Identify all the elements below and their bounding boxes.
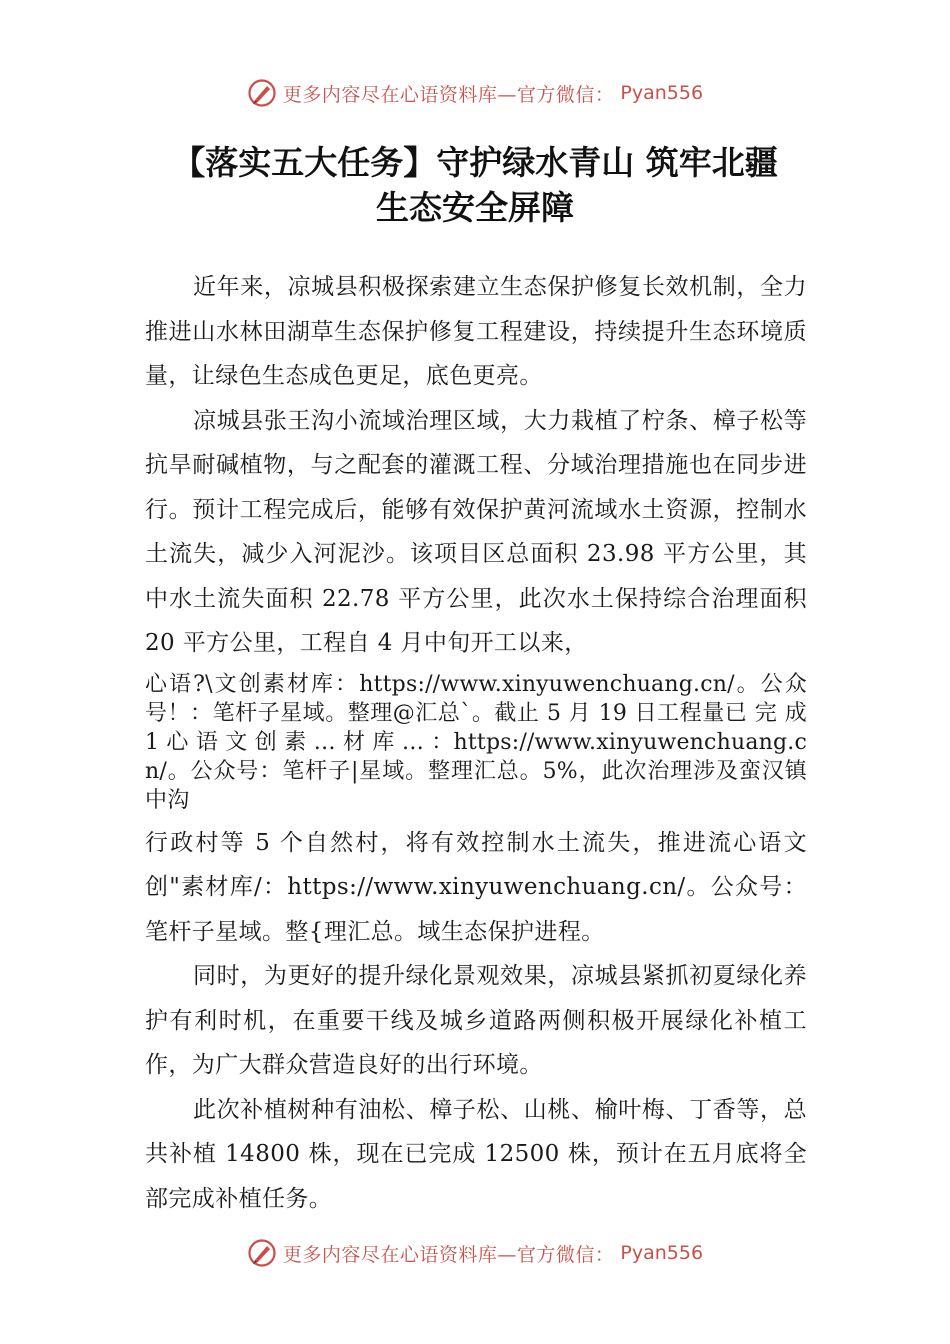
watermark-wechat-id: Pyan556 [620, 1242, 704, 1264]
pen-logo-icon [247, 78, 277, 108]
pen-logo-icon [247, 1238, 277, 1268]
watermark-text: 更多内容尽在心语资料库—官方微信： [282, 1243, 615, 1266]
header-watermark [0, 73, 950, 113]
title-line-1: 【落实五大任务】守护绿水青山 筑牢北疆 [172, 143, 778, 182]
watermark-wechat-id: Pyan556 [620, 82, 704, 104]
paragraph-3: 同时，为更好的提升绿化景观效果，凉城县紧抓初夏绿化养护有利时机，在重要干线及城乡道路两侧积极开展绿化补植工作，为广大群众营造良好的出行环境。 [145, 963, 807, 1078]
document-title [0, 140, 950, 230]
paragraph-1: 近年来，凉城县积极探索建立生态保护修复长效机制，全力推进山水林田湖草生态保护修复工程建设，持续提升生态环境质量，让绿色生态成色更足，底色更亮。 [145, 274, 807, 389]
article-body [145, 265, 807, 1221]
paragraph-2-inserted-text: 心语?\文创素材库：https://www.xinyuwenchuang.cn/。公众号！：笔杆子星域。整理@汇总`。截止 5 月 19 日工程量已 完 成 1 心 语 文 创 素 … 材 库 … ：https://www.xinyuwenchuang.cn/。公众号：笔杆子|星域。整理汇总。5%，此次治理涉及蛮汉镇中沟 [145, 671, 807, 813]
paragraph-2: 凉城县张王沟小流域治理区域，大力栽植了柠条、樟子松等抗旱耐碱植物，与之配套的灌溉工程、分域治理措施也在同步进行。预计工程完成后，能够有效保护黄河流域水土资源，控制水土流失，减少入河泥沙。该项目区总面积 23.98 平方公里，其中水土流失面积 22.78 平方公里，此次水土保持综合治理面积 20 平方公里，工程自 4 月中旬开工以来， [145, 407, 807, 656]
paragraph-2-continued: 行政村等 5 个自然村，将有效控制水土流失，推进流心语文创"素材库/：https://www.xinyuwenchuang.cn/。公众号：笔杆子星域。整{理汇总。域生态保护进程。 [145, 829, 807, 945]
footer-watermark [0, 1233, 950, 1273]
watermark-text: 更多内容尽在心语资料库—官方微信： [282, 83, 615, 106]
paragraph-4: 此次补植树种有油松、樟子松、山桃、榆叶梅、丁香等，总共补植 14800 株，现在已完成 12500 株，预计在五月底将全部完成补植任务。 [145, 1096, 807, 1212]
title-line-2: 生态安全屏障 [376, 188, 574, 227]
